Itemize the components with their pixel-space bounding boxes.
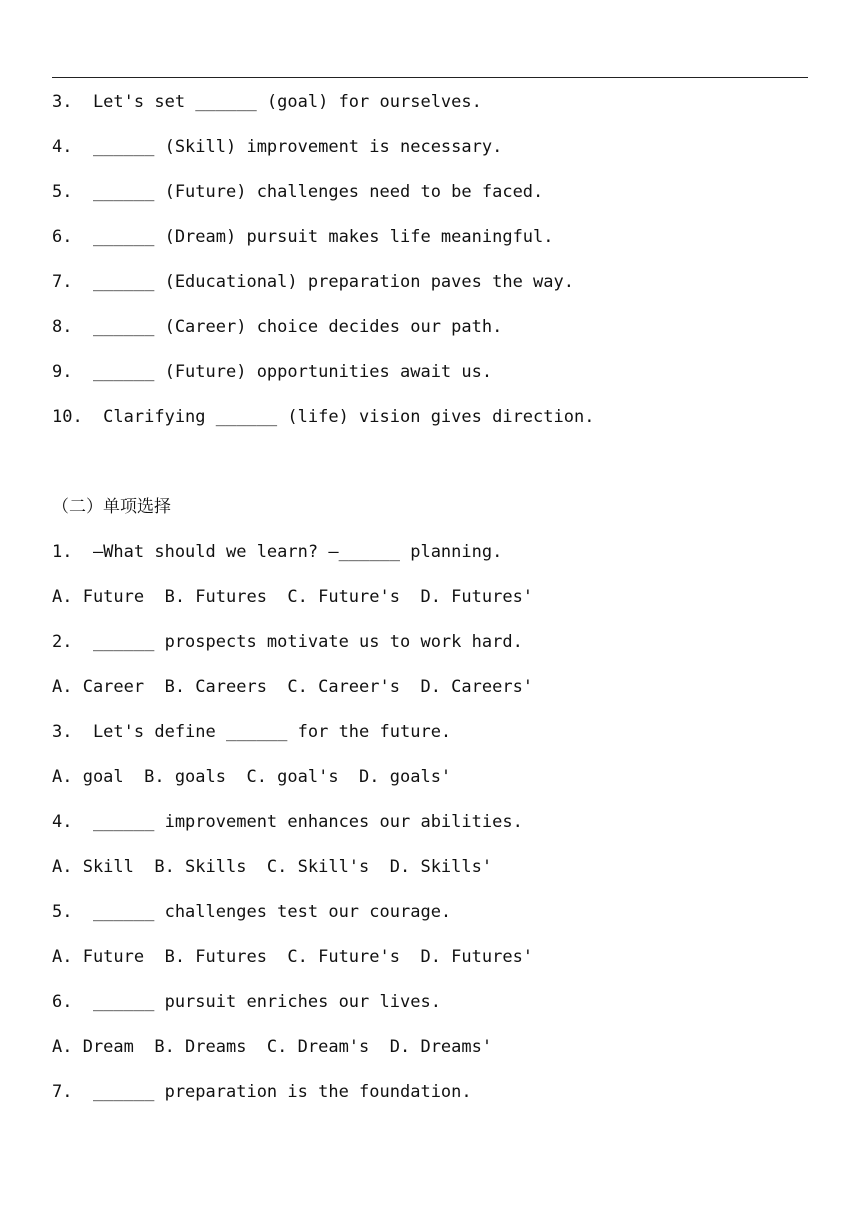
- mc-question-2: 2. ______ prospects motivate us to work hard.: [52, 632, 523, 652]
- section-title-multiple-choice: （二）单项选择: [52, 497, 171, 517]
- mc-question-1: 1. —What should we learn? —______ planning.: [52, 542, 503, 562]
- mc-question-3: 3. Let's define ______ for the future.: [52, 722, 452, 742]
- fill-in-item-9: 9. ______ (Future) opportunities await us.: [52, 362, 493, 382]
- fill-in-item-3: 3. Let's set ______ (goal) for ourselves.: [52, 92, 482, 112]
- mc-options-4: A. Skill B. Skills C. Skill's D. Skills': [52, 857, 493, 877]
- fill-in-item-8: 8. ______ (Career) choice decides our path.: [52, 317, 503, 337]
- fill-in-item-6: 6. ______ (Dream) pursuit makes life meaningful.: [52, 227, 554, 247]
- mc-options-1: A. Future B. Futures C. Future's D. Futures': [52, 587, 534, 607]
- mc-options-3: A. goal B. goals C. goal's D. goals': [52, 767, 452, 787]
- fill-in-item-4: 4. ______ (Skill) improvement is necessary.: [52, 137, 503, 157]
- mc-options-2: A. Career B. Careers C. Career's D. Careers': [52, 677, 534, 697]
- fill-in-item-5: 5. ______ (Future) challenges need to be faced.: [52, 182, 544, 202]
- mc-question-5: 5. ______ challenges test our courage.: [52, 902, 452, 922]
- mc-question-4: 4. ______ improvement enhances our abilities.: [52, 812, 523, 832]
- header-rule: [52, 77, 808, 78]
- mc-question-6: 6. ______ pursuit enriches our lives.: [52, 992, 441, 1012]
- fill-in-item-10: 10. Clarifying ______ (life) vision gives direction.: [52, 407, 595, 427]
- mc-options-6: A. Dream B. Dreams C. Dream's D. Dreams': [52, 1037, 493, 1057]
- fill-in-item-7: 7. ______ (Educational) preparation paves the way.: [52, 272, 574, 292]
- mc-options-5: A. Future B. Futures C. Future's D. Futures': [52, 947, 534, 967]
- mc-question-7: 7. ______ preparation is the foundation.: [52, 1082, 472, 1102]
